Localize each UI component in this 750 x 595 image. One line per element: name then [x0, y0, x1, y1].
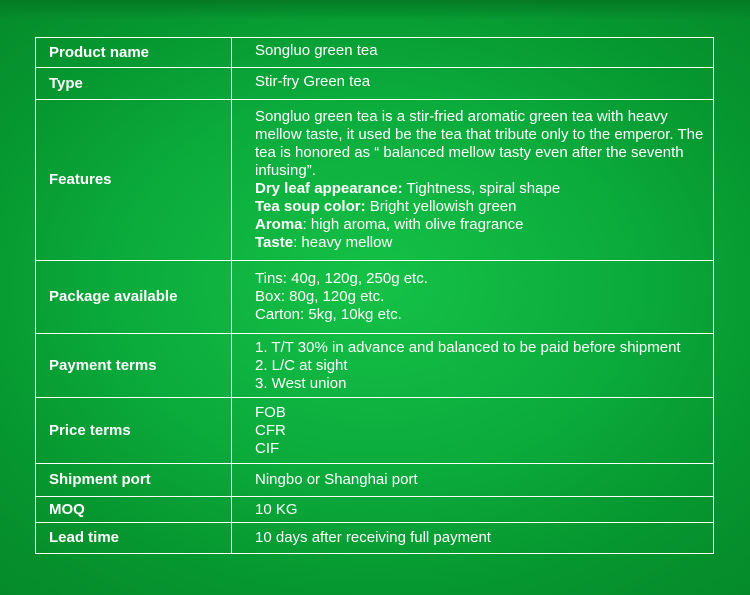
table-row-lead-time — [36, 523, 714, 554]
value-price — [232, 398, 714, 464]
feature-value: Tightness, spiral shape — [402, 180, 561, 197]
value-line: FOB — [255, 403, 286, 421]
label-moq: MOQ — [36, 497, 232, 523]
value-line: Songluo green tea — [255, 41, 378, 59]
value-line: 1. T/T 30% in advance and balanced to be paid before shipment — [255, 338, 681, 356]
value-lead-time — [232, 523, 714, 554]
feature-dry-leaf — [255, 180, 707, 198]
value-line: 3. West union — [255, 374, 347, 392]
value-features — [232, 100, 714, 261]
feature-key: Tea soup color: — [255, 198, 366, 215]
value-type — [232, 68, 714, 100]
feature-value: : high aroma, with olive fragrance — [302, 216, 524, 233]
feature-key: Dry leaf appearance: — [255, 180, 403, 197]
value-line: Box: 80g, 120g etc. — [255, 288, 385, 305]
value-shipment — [232, 464, 714, 497]
value-package — [232, 261, 714, 334]
value-line: 10 KG — [255, 500, 298, 518]
table-row-moq — [36, 497, 714, 523]
label-price: Price terms — [36, 398, 232, 464]
label-product-name: Product name — [36, 38, 232, 68]
table-row-shipment — [36, 464, 714, 497]
feature-key: Aroma — [255, 216, 303, 233]
label-shipment: Shipment port — [36, 464, 232, 497]
value-moq — [232, 497, 714, 523]
feature-value: Bright yellowish green — [365, 198, 517, 215]
table-row-package — [36, 261, 714, 334]
label-package: Package available — [36, 261, 232, 334]
value-line: Ningbo or Shanghai port — [255, 471, 418, 488]
value-line: Stir-fry Green tea — [255, 72, 371, 90]
value-product-name — [232, 38, 714, 68]
value-line: CIF — [255, 439, 280, 457]
value-line: CFR — [255, 421, 286, 439]
label-type: Type — [36, 68, 232, 100]
value-line: Tins: 40g, 120g, 250g etc. — [255, 270, 428, 287]
value-line: 2. L/C at sight — [255, 356, 348, 374]
label-features: Features — [36, 100, 232, 261]
label-payment: Payment terms — [36, 334, 232, 398]
feature-key: Taste — [255, 234, 294, 251]
feature-soup-color — [255, 198, 707, 216]
feature-value: : heavy mellow — [293, 234, 393, 251]
label-lead-time: Lead time — [36, 523, 232, 554]
product-spec-table — [35, 37, 714, 554]
value-line: Carton: 5kg, 10kg etc. — [255, 306, 402, 323]
value-payment — [232, 334, 714, 398]
table-row-price — [36, 398, 714, 464]
top-shade — [0, 0, 750, 20]
table-row-product-name — [36, 38, 714, 68]
feature-taste — [255, 234, 707, 252]
table-row-payment — [36, 334, 714, 398]
feature-aroma — [255, 216, 707, 234]
features-description: Songluo green tea is a stir-fried aromatic green tea with heavy mellow taste, it used be the tea that tribute only to the emperor. The tea is honored as “ balanced mellow tasty even after the seventh infusing”. — [255, 108, 704, 179]
value-line: 10 days after receiving full payment — [255, 529, 491, 546]
table-row-type — [36, 68, 714, 100]
table-row-features — [36, 100, 714, 261]
